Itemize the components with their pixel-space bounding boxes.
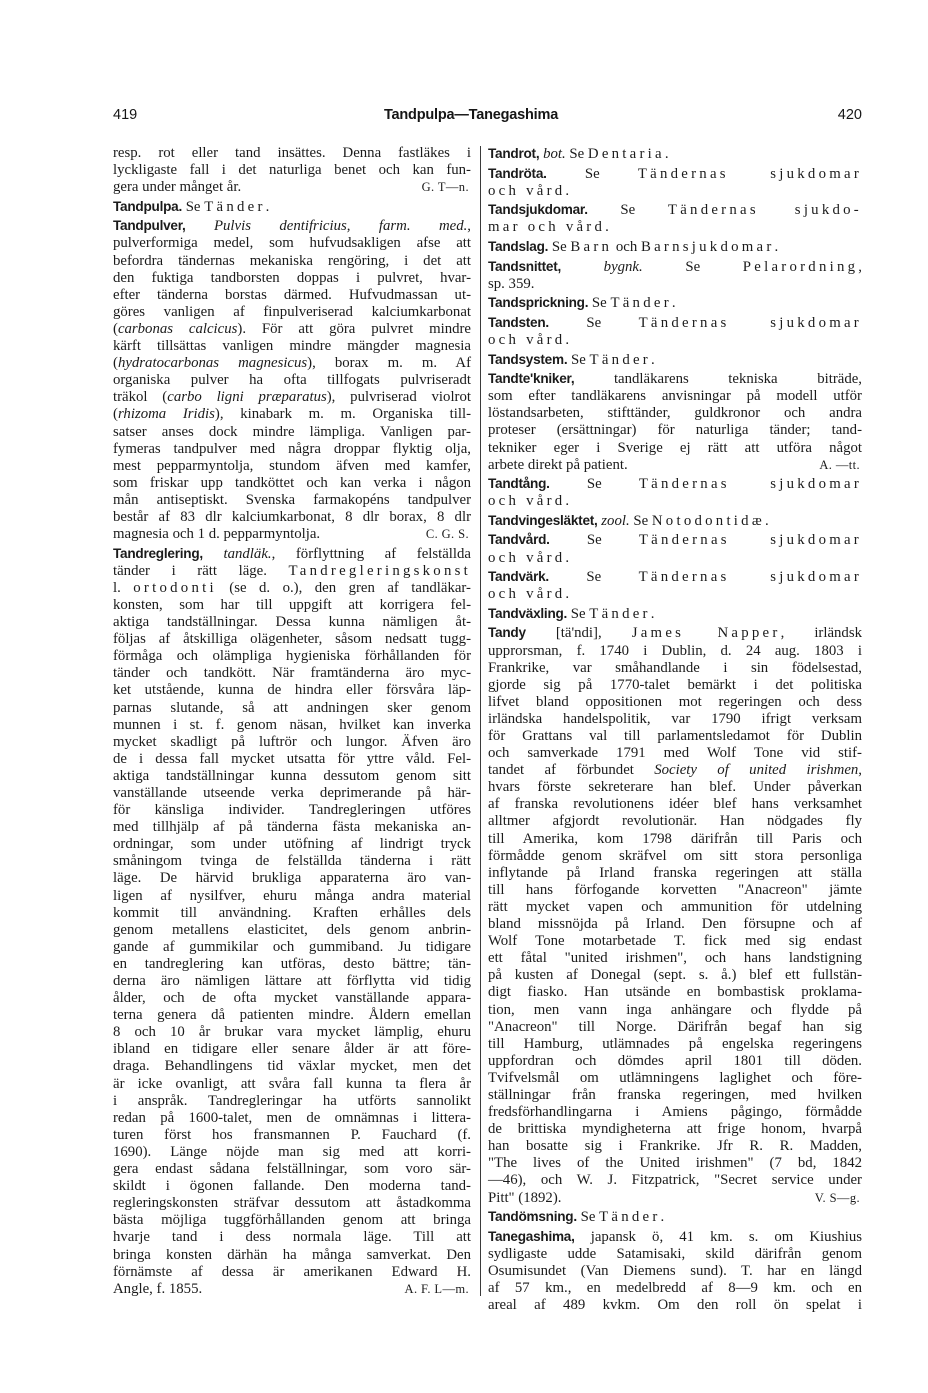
text-line: mycket skadligt på luftrör och lungor. Äfven äro xyxy=(113,733,471,750)
text-run: Se xyxy=(588,295,611,312)
spaced-text: Tänder xyxy=(599,1209,661,1226)
text-line xyxy=(488,258,862,276)
headword: Tandreglering, xyxy=(113,545,203,561)
headword: Tandsjukdomar. xyxy=(488,202,588,218)
text-line: efter tänderna borstas därmed. Hufvudmassan ut- xyxy=(113,286,471,303)
text-run: . xyxy=(660,1209,665,1226)
text-line: ligen af nysilfver, ehuru många andra material xyxy=(113,887,471,904)
text-line: organiska pulver ha ofta tillfogats pulvriseradt xyxy=(113,372,471,389)
text-line: —46), och W. J. Fitzpatrick, "Secret service under xyxy=(488,1172,862,1189)
spaced-text: Tändernas sjukdomar xyxy=(637,165,863,182)
text-line: rätt mycket vapen och ammunition för utdelning xyxy=(488,898,862,915)
text-run: [tä'ndi], xyxy=(525,625,632,642)
text-line: uppfordran och dömdes april 1801 till döden. xyxy=(488,1052,862,1069)
italic-text: tandläk. xyxy=(223,545,272,562)
spaced-text: Tänder xyxy=(610,295,672,312)
headword: Tandväxling. xyxy=(488,605,568,621)
text-line: tion, men vann inga anhängare och flydde på xyxy=(488,1001,862,1018)
text-run: . xyxy=(764,512,769,529)
text-line xyxy=(488,586,862,603)
text-run xyxy=(203,546,224,562)
italic-text: Pulvis dentifricius, farm. med. xyxy=(213,218,468,235)
text-run: (se d. o.), den gren af tandläkar- xyxy=(216,579,471,596)
text-line xyxy=(488,568,862,586)
article-entry xyxy=(488,1208,862,1226)
text-line: till Hamburg, utlämnades på engelska regeringens xyxy=(488,1035,862,1052)
article-entry xyxy=(488,165,862,200)
spaced-text: James Napper xyxy=(631,625,781,642)
running-title: Tandpulpa—Tanegashima xyxy=(383,107,559,123)
italic-text: bot. xyxy=(543,146,566,162)
text-line: kärft tillsättas vanligen mindre mängder magnesia xyxy=(113,338,471,355)
text-line xyxy=(488,762,862,779)
signature: G. T—n. xyxy=(421,180,469,195)
text-line xyxy=(488,165,862,183)
text-line: till Amerika, kom 1798 därifrån till Paris och xyxy=(488,830,862,847)
text-run: Se xyxy=(629,512,652,529)
signature: C. G. S. xyxy=(425,527,469,542)
text-run: Se xyxy=(546,165,638,182)
text-line: på kusten af Donegal (sept. s. å.) blef ett fullstän- xyxy=(488,967,862,984)
text-line: areal af 489 kvkm. Om den roll ön spelat i xyxy=(488,1297,862,1314)
spaced-text: Tändernas sjukdomar xyxy=(638,532,862,549)
right-column xyxy=(488,145,862,1314)
text-line xyxy=(113,179,471,196)
text-run: Se xyxy=(549,532,639,549)
text-run: . xyxy=(565,586,570,603)
text-line: ställningar från franska regeringen, med hvilken xyxy=(488,1086,862,1103)
text-line: draga. Behandlingens tid växlar mycket, men det xyxy=(113,1058,471,1075)
text-run: Se xyxy=(548,314,639,331)
text-line: löstandsarbeten, stifttänder, guldkronor och andra xyxy=(488,405,862,422)
text-run: Se xyxy=(587,202,668,219)
spaced-text: Tänder xyxy=(204,198,266,215)
text-line: proteser (ersättningar) för naturliga tänder; tand- xyxy=(488,422,862,439)
article-entry xyxy=(488,624,862,1206)
text-line: fymeras tandpulver med några droppar flyktig olja, xyxy=(113,440,471,457)
text-line: med tillhjälp af på tänderna fästa mekaniska an- xyxy=(113,819,471,836)
text-run: Se xyxy=(548,569,639,586)
spaced-text: Notodontidæ xyxy=(651,512,765,529)
text-line xyxy=(488,201,862,219)
spaced-text: och vård xyxy=(488,493,566,510)
text-run: . xyxy=(565,549,570,566)
text-line xyxy=(488,294,862,312)
text-line: till hans förfogande korvetten "Anacreon" jämte xyxy=(488,881,862,898)
text-line xyxy=(113,321,471,338)
signature: A. F. L—m. xyxy=(404,1281,469,1296)
headword: Tandslag. xyxy=(488,238,549,254)
spaced-text: och vård xyxy=(488,331,566,348)
text-line: turen först hos fransmannen P. Fauchard (f. xyxy=(113,1126,471,1143)
headword: Tandrot, xyxy=(488,146,540,161)
spaced-text: mar och vård xyxy=(488,219,606,236)
article-entry xyxy=(488,238,862,256)
text-line: läge. De härvid brukliga apparaterna äro van- xyxy=(113,870,471,887)
text-run: ), borax m. m. Af xyxy=(307,355,471,372)
text-run: ), kinabark m. m. Organiska till- xyxy=(214,406,471,423)
text-run: Se xyxy=(642,258,743,275)
text-line xyxy=(113,389,471,406)
text-line: 1690). Länge nöjde man sig med att korri- xyxy=(113,1143,471,1160)
text-run: Se xyxy=(567,351,590,368)
text-run: Angle, f. 1855. xyxy=(113,1280,203,1297)
text-line: ordningar, som under utöfning af lindrigt tryck xyxy=(113,836,471,853)
text-line: "Anacreon" till Norge. Därifrån begaf han sig xyxy=(488,1018,862,1035)
text-line: småningom tvinga de felställda tänderna i rätt xyxy=(113,853,471,870)
text-run: Se xyxy=(576,1209,600,1226)
text-run: . xyxy=(664,146,669,162)
text-line: ket utstående, kunna de hindra eller försvåra läp- xyxy=(113,682,471,699)
article-entry xyxy=(488,568,862,603)
text-line xyxy=(488,605,862,623)
text-line: terna genera då patienten mindre. Åldern emellan xyxy=(113,1007,471,1024)
article-entry xyxy=(488,314,862,349)
text-line: genom metallens elasticitet, dels genom anbrin- xyxy=(113,921,471,938)
text-line xyxy=(488,512,862,530)
text-run: Se xyxy=(182,198,205,215)
text-line: sydligaste udde Satamisaki, skild därifrån genom xyxy=(488,1245,862,1262)
article-entry xyxy=(488,370,862,474)
italic-text: zool. xyxy=(601,512,630,529)
text-line xyxy=(488,332,862,349)
text-run: arbete direkt på patient. xyxy=(488,456,628,473)
spaced-text: Dentaria xyxy=(587,146,665,162)
text-run: och xyxy=(612,238,641,255)
text-line xyxy=(488,475,862,493)
text-line xyxy=(488,314,862,332)
text-line: pulverformiga medel, som hufvudsakligen afse att xyxy=(113,235,471,252)
headword: Tandtång. xyxy=(488,476,550,492)
text-line xyxy=(113,355,471,372)
text-line: aktiga tandställningar kunna dessutom genom sitt xyxy=(113,767,471,784)
text-run: . xyxy=(565,331,570,348)
spaced-text: Pelarordning xyxy=(742,258,859,275)
spaced-text: Barnsjukdomar xyxy=(640,238,775,255)
text-line: gande af gummikilar och gummiband. Ju tidigare xyxy=(113,938,471,955)
headword: Tandte'kniker, xyxy=(488,371,575,387)
text-line: tänder och tandkött. När framtänderna äro myc- xyxy=(113,665,471,682)
text-line: som efter tandläkarens anvisningar på modell utför xyxy=(488,388,862,405)
headword: Tandsnittet, xyxy=(488,258,562,274)
text-line: munnen i st. f. genom näsan, hvilket kan inverka xyxy=(113,716,471,733)
spaced-text: Tändernas sjukdomar xyxy=(638,314,862,331)
text-run: . xyxy=(605,219,609,236)
text-line: i anspråk. Tandregleringar ha utförts sannolikt xyxy=(113,1092,471,1109)
article-entry xyxy=(113,217,471,543)
text-line: konsten, som har till uppgift att korrigera fel- xyxy=(113,596,471,613)
headword: Tandvård. xyxy=(488,532,550,548)
text-line: irländska handelspolitik, var 1790 ifrigt verksam xyxy=(488,710,862,727)
spaced-text: och vård xyxy=(488,586,566,603)
text-line: Wolf Tone motarbetade T. fick med sig endast xyxy=(488,933,862,950)
text-line xyxy=(113,580,471,597)
headword: Tandpulver, xyxy=(113,218,186,234)
text-line: består af 83 dlr kalciumkarbonat, 8 dlr borax, 8 dlr xyxy=(113,508,471,525)
text-line: upprorsman, f. 1740 i Dublin, d. 24 aug. 1803 i xyxy=(488,642,862,659)
text-line: ålder, och de ofta mycket vanställande appara- xyxy=(113,990,471,1007)
text-line xyxy=(488,457,862,474)
signature: A. —tt. xyxy=(819,457,860,472)
text-line xyxy=(488,1228,862,1246)
text-line: hvarje tand i dess normala läge. Till att xyxy=(113,1229,471,1246)
article-entry xyxy=(488,145,862,163)
text-line: gjorde sig på 1770-talet bemärkt i det politiska xyxy=(488,676,862,693)
text-run: . xyxy=(650,605,655,622)
text-line: befordra tändernas mekaniska rengöring, i det att xyxy=(113,252,471,269)
text-run: , xyxy=(467,218,471,235)
text-line: för känsliga individer. Tandregleringen utföres xyxy=(113,802,471,819)
text-line xyxy=(113,526,471,543)
text-line: de i dessa fall mycket utsatta för yttre våld. Fel- xyxy=(113,750,471,767)
text-line: "The lives of the United irishmen" (7 bd, 1842 xyxy=(488,1155,862,1172)
article-entry xyxy=(488,294,862,312)
headword: Tandvärk. xyxy=(488,569,549,585)
text-line: af 57 km., en medelbredd af 8—9 km. och en xyxy=(488,1280,862,1296)
text-run: . xyxy=(565,182,570,199)
headword: Tandvingesläktet, xyxy=(488,512,598,528)
text-line xyxy=(113,198,471,216)
article-entry xyxy=(488,512,862,530)
text-line: derna äro nämligen lättare att förflytta vid tidig xyxy=(113,973,471,989)
spaced-text: ortodonti xyxy=(133,579,217,596)
text-line: parnas slutande, så att andningen sker genom xyxy=(113,699,471,716)
text-run: Se xyxy=(548,238,571,255)
text-line: skildt i ögonen fallande. Den moderna tand- xyxy=(113,1178,471,1195)
text-line: hvars förste sekreterare han blef. Under påverkan xyxy=(488,779,862,796)
text-run: , irländsk xyxy=(780,625,862,642)
text-run: ). För att göra pulvret mindre xyxy=(237,320,471,337)
text-line xyxy=(488,351,862,369)
text-line: och samverkade 1791 med Wolf Tone vid stif- xyxy=(488,745,862,762)
text-run: ( xyxy=(113,320,118,337)
text-run: ( xyxy=(113,355,118,372)
text-line: gera endast sådana felställningar, som voro sär- xyxy=(113,1161,471,1178)
text-line xyxy=(488,1190,862,1207)
spaced-text: Tändernas sjukdomar xyxy=(638,569,863,586)
headword: Tandröta. xyxy=(488,165,547,181)
text-run: ), pulvriserad violrot xyxy=(326,389,471,406)
signature: V. S—g. xyxy=(814,1190,860,1205)
text-line: kommit till användning. Kraften erhålles dels xyxy=(113,904,471,921)
spaced-text: Tänder xyxy=(589,605,651,622)
text-line: lyckligaste fall i det naturliga benet och kan fun- xyxy=(113,162,471,179)
text-line xyxy=(488,493,862,510)
text-run: gera under månget år. xyxy=(113,179,242,196)
text-run: . xyxy=(774,238,779,255)
italic-text: hydratocarbonas magnesicus xyxy=(117,355,308,372)
text-run: . xyxy=(671,295,676,312)
text-run: l. xyxy=(113,579,134,596)
text-run: , xyxy=(858,762,862,779)
text-run: träkol ( xyxy=(113,389,168,406)
text-line: aktiga tandställningar. Dessa kunna nämligen åt- xyxy=(113,614,471,631)
text-line: ett fåtal "united irishmen", och hans landstigning xyxy=(488,950,862,967)
text-run: tandet af förbundet xyxy=(488,762,655,779)
text-line: bland missnöjda på Irland. Den försupne och af xyxy=(488,916,862,933)
text-line: 8 och 10 år brukar vara mycket lämplig, ehuru xyxy=(113,1024,471,1041)
headword: Tandpulpa. xyxy=(113,198,182,214)
text-run: . xyxy=(265,198,270,215)
article-entry xyxy=(488,201,862,236)
text-line xyxy=(488,531,862,549)
spaced-text: Tändernas sjukdo- xyxy=(667,202,862,219)
text-line: de brittiska myndigheterna att frige honom, hvarpå xyxy=(488,1121,862,1138)
text-line: göres vanligen af finpulveriserad kalciumkarbonat xyxy=(113,303,471,320)
article-entry xyxy=(488,475,862,510)
text-line xyxy=(488,1208,862,1226)
article-entry xyxy=(488,531,862,566)
text-run: japansk ö, 41 km. s. om Kiushius xyxy=(574,1228,862,1245)
page-number-left: 419 xyxy=(113,107,138,123)
text-line: förmåga och olämpliga hygieniska förhållanden för xyxy=(113,648,471,665)
text-run: magnesia och 1 d. pepparmyntolja. xyxy=(113,526,321,543)
text-line: inflytande på Irland franska regeringen att ställa xyxy=(488,864,862,881)
text-line: digt fiasko. Han utsände en bombastisk proklama- xyxy=(488,984,862,1001)
column-divider xyxy=(480,146,481,1296)
text-run: tandläkarens tekniska biträde, xyxy=(574,371,862,388)
text-line: för Grattans val till parlamentsledamot för Dublin xyxy=(488,728,862,744)
article-entry xyxy=(113,198,471,216)
text-line xyxy=(113,406,471,423)
text-run: . xyxy=(565,493,570,510)
text-line: lifvet bland oppositionen mot regeringen och dess xyxy=(488,693,862,710)
text-run: Se xyxy=(549,476,639,493)
text-line xyxy=(488,624,862,642)
headword: Tandy xyxy=(488,625,526,641)
article-entry xyxy=(113,545,471,1298)
text-line: regleringskonsten sträfvar dessutom att åstadkomma xyxy=(113,1195,471,1212)
text-line: förmådde genom skräfvel om sitt stora personliga xyxy=(488,847,862,864)
headword: Tanegashima, xyxy=(488,1228,575,1244)
left-column xyxy=(113,145,471,1298)
text-line: tekniker eger i Sverige ej rätt att utföra något xyxy=(488,439,862,456)
italic-text: carbo ligni præparatus xyxy=(167,389,327,406)
text-line: följas af åtskilliga olägenheter, såsom nedsatt tugg- xyxy=(113,631,471,648)
article-entry xyxy=(488,1228,862,1314)
article-entry xyxy=(488,351,862,369)
text-line: af franska revolutionens idéer blef hans verksamhet xyxy=(488,796,862,813)
italic-text: bygnk. xyxy=(603,258,643,275)
text-line: bästa möjliga tuggförhållanden genom att bringa xyxy=(113,1212,471,1229)
text-line: han bosatte sig i Frankrike. Jfr R. R. Madden, xyxy=(488,1138,862,1155)
text-line: mest pepparmyntolja, stundom äfven med kamfer, xyxy=(113,457,471,474)
spaced-text: Tändernas sjukdomar xyxy=(638,476,862,493)
text-line: Tvifvelsmål om utlämningens laglighet och före- xyxy=(488,1069,862,1086)
text-line: bringa konsten därhän ha många samverkat. Den xyxy=(113,1246,471,1263)
text-line: sp. 359. xyxy=(488,275,535,292)
text-run: Pitt" (1892). xyxy=(488,1189,562,1206)
text-line xyxy=(113,217,471,235)
text-run: tänder i rätt läge. xyxy=(113,562,289,579)
text-line: förnämste af dessa är amerikanen Edward H. xyxy=(113,1263,471,1280)
text-line: fredsförhandlingarna i Amiens pågingo, förmådde xyxy=(488,1104,862,1121)
headword: Tandsystem. xyxy=(488,351,568,367)
text-line: är icke ovanligt, att svåra fall kunna ta flera år xyxy=(113,1075,471,1092)
headword: Tandsprickning. xyxy=(488,295,589,311)
text-line xyxy=(488,183,862,200)
italic-text: rhizoma Iridis xyxy=(117,406,215,423)
text-run xyxy=(561,259,604,275)
article-entry xyxy=(488,258,862,293)
spaced-text: och vård xyxy=(488,549,566,566)
text-line xyxy=(113,1281,471,1298)
page-number-right: 420 xyxy=(837,107,862,123)
text-line xyxy=(113,545,471,563)
text-line: vanställande utseende verka deprimerande på här- xyxy=(113,784,471,801)
text-line xyxy=(113,563,471,580)
text-line xyxy=(488,238,862,256)
article-entry xyxy=(488,605,862,623)
text-line: som friskar upp tandköttet och kan verka i någon xyxy=(113,474,471,491)
spaced-text: Tandregleringskonst xyxy=(288,562,471,579)
text-run: . xyxy=(650,351,655,368)
text-run: , förflyttning af felställda xyxy=(271,545,471,562)
text-line: en tandreglering kan utföras, desto bättre; tän- xyxy=(113,955,471,972)
text-line: alltmer afgjordt revolutionär. Han nödgades fly xyxy=(488,813,862,830)
headword: Tandsten. xyxy=(488,314,549,330)
spaced-text: Barn xyxy=(570,238,613,255)
italic-text: Society of united irishmen xyxy=(654,762,859,779)
headword: Tandömsning. xyxy=(488,1209,577,1225)
text-line xyxy=(488,550,862,567)
text-line: Osumisundet (Van Diemens sund). T. har en längd xyxy=(488,1262,862,1279)
text-line: resp. rot eller tand insättes. Denna fastläkes i xyxy=(113,145,471,161)
text-line xyxy=(488,219,862,236)
text-run: , xyxy=(858,258,862,275)
text-line: redan på 1600-talet, men de omnämnas i littera- xyxy=(113,1109,471,1126)
text-line xyxy=(488,145,862,163)
text-line: ibland en tidigare eller senare ålder är att före- xyxy=(113,1041,471,1058)
article-entry xyxy=(113,145,471,196)
text-run: ( xyxy=(113,406,118,423)
text-run xyxy=(186,218,214,234)
text-line: mån antiseptiskt. Svenska farmakopéns tandpulver xyxy=(113,491,471,508)
italic-text: carbonas calcicus xyxy=(117,320,238,337)
spaced-text: Tänder xyxy=(589,351,651,368)
spaced-text: och vård xyxy=(488,182,566,199)
text-line: den fuktiga tandborsten doppas i pulvret, hvar- xyxy=(113,269,471,286)
text-run: Se xyxy=(565,146,588,162)
text-run: Se xyxy=(567,605,590,622)
text-line: Frankrike, var småhandlande i sin födelsestad, xyxy=(488,659,862,676)
text-line: satser anses dock mindre lämpliga. Vanligen par- xyxy=(113,423,471,440)
text-line xyxy=(488,370,862,388)
